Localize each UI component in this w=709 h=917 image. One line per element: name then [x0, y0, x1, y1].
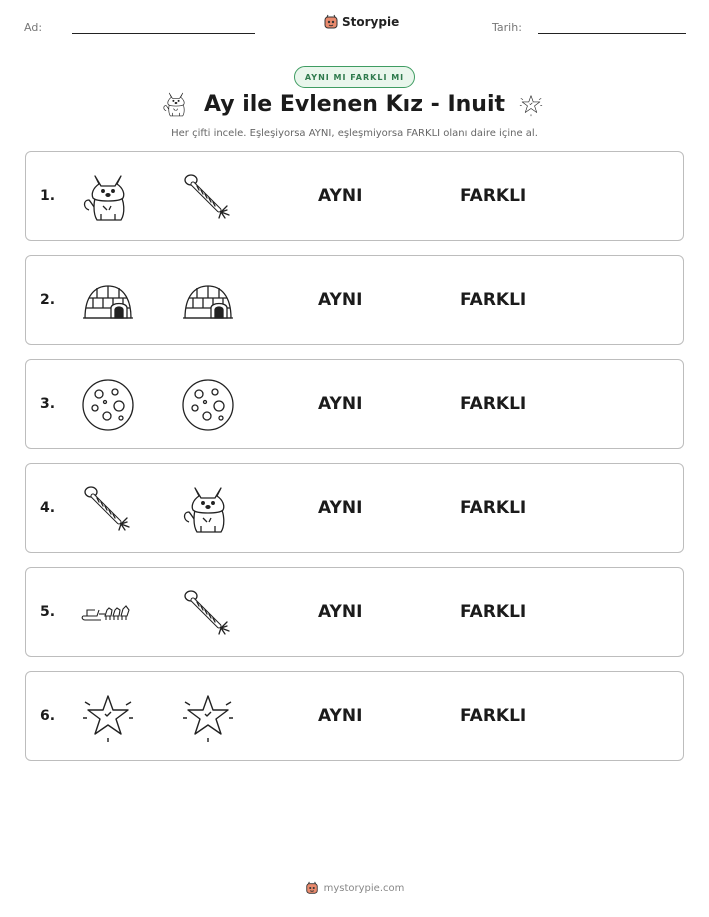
- option-same[interactable]: AYNI: [318, 498, 363, 518]
- option-different[interactable]: FARKLI: [460, 186, 527, 206]
- option-different[interactable]: FARKLI: [460, 602, 527, 622]
- option-different[interactable]: FARKLI: [460, 394, 527, 414]
- exercise-row: [25, 255, 684, 345]
- igloo-icon: [181, 274, 235, 328]
- exercise-row: [25, 151, 684, 241]
- husky-icon: [81, 170, 135, 224]
- row-number: 5.: [40, 604, 56, 620]
- igloo-icon: [81, 274, 135, 328]
- dog-sled-icon: [81, 586, 135, 640]
- option-different[interactable]: FARKLI: [460, 498, 527, 518]
- option-same[interactable]: AYNI: [318, 290, 363, 310]
- option-same[interactable]: AYNI: [318, 394, 363, 414]
- activity-type-badge: AYNI MI FARKLI MI: [294, 66, 415, 88]
- star-icon: [81, 690, 135, 744]
- husky-icon: [181, 482, 235, 536]
- harpoon-icon: [181, 170, 235, 224]
- date-field[interactable]: [538, 33, 686, 34]
- name-field[interactable]: [72, 33, 255, 34]
- exercise-row: [25, 463, 684, 553]
- storypie-logo: [323, 14, 399, 30]
- option-different[interactable]: FARKLI: [460, 706, 527, 726]
- exercise-row: [25, 359, 684, 449]
- page-title: Ay ile Evlenen Kız - Inuit: [203, 92, 506, 117]
- star-icon: [519, 93, 543, 117]
- row-number: 4.: [40, 500, 56, 516]
- row-number: 2.: [40, 292, 56, 308]
- harpoon-icon: [181, 586, 235, 640]
- option-same[interactable]: AYNI: [318, 706, 363, 726]
- option-same[interactable]: AYNI: [318, 186, 363, 206]
- storypie-mascot-icon: [323, 14, 339, 30]
- moon-icon: [181, 378, 235, 432]
- footer: [0, 881, 709, 895]
- option-different[interactable]: FARKLI: [460, 290, 527, 310]
- instructions: Her çifti incele. Eşleşiyorsa AYNI, eşleşmiyorsa FARKLI olanı daire içine al.: [171, 128, 538, 139]
- star-icon: [181, 690, 235, 744]
- footer-url: mystorypie.com: [323, 882, 405, 894]
- row-number: 3.: [40, 396, 56, 412]
- storypie-mascot-icon: [305, 881, 319, 895]
- option-same[interactable]: AYNI: [318, 602, 363, 622]
- logo-text: Storypie: [342, 15, 400, 29]
- exercise-row: [25, 567, 684, 657]
- date-label: Tarih:: [492, 21, 522, 34]
- row-number: 6.: [40, 708, 56, 724]
- name-label: Ad:: [24, 21, 43, 34]
- exercise-row: [25, 671, 684, 761]
- moon-icon: [81, 378, 135, 432]
- row-number: 1.: [40, 188, 56, 204]
- harpoon-icon: [81, 482, 135, 536]
